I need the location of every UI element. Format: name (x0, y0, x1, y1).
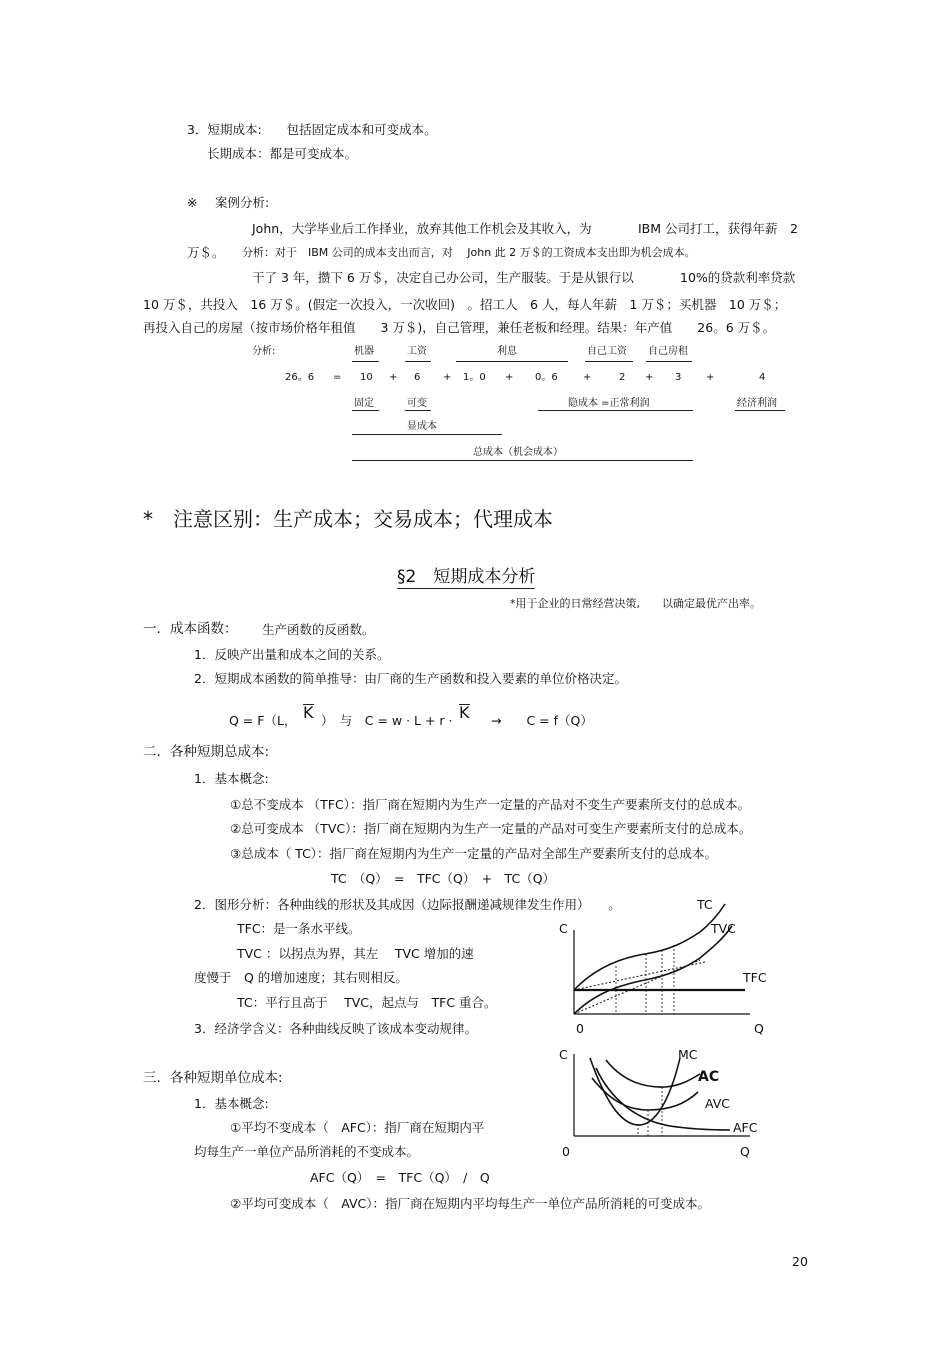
cost-function-item-2: 2．短期成本函数的简单推导：由厂商的生产函数和投入要素的单位价格决定。 (194, 671, 627, 686)
k-bar-1: K (303, 703, 314, 722)
cost-function-heading: 一．成本函数： (143, 621, 238, 637)
cost-function-item-1: 1．反映产出量和成本之间的关系。 (194, 647, 390, 662)
page-number: 20 (792, 1254, 808, 1269)
section-purpose: *用于企业的日常经营决策, 以确定最优产出率。 (510, 597, 761, 610)
distinguish-note: * 注意区别：生产成本；交易成本；代理成本 (143, 507, 553, 531)
unit-cost-heading: 三．各种短期单位成本: (143, 1070, 283, 1086)
plus-sign: + (505, 372, 514, 383)
total-cost-label: 总成本（机会成本） (473, 447, 563, 458)
tvc-shape-2: 度慢于 Q 的增加速度；其右则相反。 (194, 970, 408, 985)
tc-equation: TC （Q） = TFC（Q） + TC（Q） (331, 871, 556, 886)
col-own-wage: 自己工资 (587, 346, 627, 357)
chart1-tc-label: TC (697, 897, 713, 912)
short-run-cost-item: 3．短期成本: 包括固定成本和可变成本。 (187, 122, 437, 137)
val-econ-profit: 4 (759, 372, 766, 383)
analysis-label: 分析: (252, 346, 276, 357)
graph-analysis: 2．图形分析：各种曲线的形状及其成因（边际报酬递减规律发生作用） 。 (194, 897, 621, 912)
plus-sign: + (443, 372, 452, 383)
plus-sign: + (389, 372, 398, 383)
tc-curve (574, 904, 725, 990)
case-paragraph-2d: 再投入自己的房屋（按市场价格年租值 3 万＄)，自己管理，兼任老板和经理。结果：年产值 26。6 万＄。 (143, 320, 776, 335)
chart1-q-axis-label: Q (754, 1021, 764, 1036)
explicit-cost-label: 显成本 (407, 421, 437, 432)
plus-sign: + (706, 372, 715, 383)
case-paragraph-1b: IBM 公司打工，获得年薪 2 (638, 221, 798, 236)
val-own-wage: 2 (619, 372, 626, 383)
val-interest: 1。0 (463, 372, 486, 383)
k-bar-2: K (459, 703, 470, 722)
afc-equation: AFC（Q） = TFC（Q） / Q (310, 1170, 490, 1185)
basic-concepts-2: 1．基本概念: (194, 1096, 269, 1111)
col-interest: 利息 (497, 346, 517, 357)
val-implicit: 0。6 (535, 372, 558, 383)
formula-part-a: Q = F（L， (229, 713, 297, 728)
val-machine: 10 (360, 372, 373, 383)
tc-definition: ③总成本（ TC）：指厂商在短期内为生产一定量的产品对全部生产要素所支付的总成本。 (230, 846, 718, 861)
reference-mark: ※ (187, 195, 198, 210)
chart2-avc-label: AVC (705, 1096, 731, 1111)
ray-line (574, 960, 700, 1014)
chart1-c-axis-label: C (559, 921, 568, 936)
chart2-ac-label: AC (698, 1069, 720, 1085)
case-paragraph-2b: 10%的贷款利率贷款 (680, 270, 796, 285)
case-paragraph-2c: 10 万＄，共投入 16 万＄。(假定一次投入，一次收回) 。招工人 6 人，每人年薪 1 万＄；买机器 10 万＄； (143, 297, 787, 312)
avc-definition: ②平均可变成本（ AVC）：指厂商在短期内平均每生产一单位产品所消耗的可变成本。 (230, 1196, 710, 1211)
col-machine: 机器 (354, 346, 374, 357)
col-own-rent: 自己房租 (648, 346, 688, 357)
long-run-cost-item: 长期成本：都是可变成本。 (207, 146, 358, 161)
chart1-tvc-label: TVC (711, 921, 736, 936)
tfc-definition: ①总不变成本 （TFC）：指厂商在短期内为生产一定量的产品对不变生产要素所支付的总成本。 (230, 797, 750, 812)
case-paragraph-1c: 万＄。 (187, 245, 225, 260)
chart1-origin: 0 (576, 1021, 584, 1036)
tc-shape: TC：平行且高于 TVC，起点与 TFC 重合。 (237, 995, 497, 1010)
chart2-q-axis-label: Q (740, 1144, 750, 1159)
total-cost-chart (540, 890, 780, 1040)
implicit-cost-label: 隐成本 =正常利润 (568, 398, 650, 409)
case-paragraph-1a: John，大学毕业后工作择业，放弃其他工作机会及其收入，为 (252, 221, 592, 236)
cost-function-desc: 生产函数的反函数。 (262, 622, 375, 637)
tvc-shape-1: TVC ：以拐点为界，其左 TVC 增加的速 (237, 946, 474, 961)
tfc-shape: TFC：是一条水平线。 (237, 921, 361, 936)
total-cost-heading: 二．各种短期总成本: (143, 744, 270, 760)
plus-sign: + (645, 372, 654, 383)
formula-part-b: ） 与 C = w · L + r · (321, 713, 453, 728)
ray-line (574, 962, 705, 990)
chart2-origin: 0 (562, 1144, 570, 1159)
afc-definition-2: 均每生产一单位产品所消耗的不变成本。 (194, 1144, 420, 1159)
val-wages: 6 (414, 372, 421, 383)
chart2-c-axis-label: C (559, 1047, 568, 1062)
chart1-tfc-label: TFC (743, 970, 767, 985)
ac-curve (606, 1060, 700, 1087)
economic-meaning: 3．经济学含义：各种曲线反映了该成本变动规律。 (194, 1021, 477, 1036)
equals-sign: = (333, 372, 342, 383)
econ-profit-label: 经济利润 (737, 398, 777, 409)
total-value: 26。6 (285, 372, 315, 383)
tvc-definition: ②总可变成本 （TVC）：指厂商在短期内为生产一定量的产品对可变生产要素所支付的总成本。 (230, 821, 752, 836)
section-title: §2 短期成本分析 (397, 567, 535, 589)
plus-sign: + (583, 372, 592, 383)
chart2-afc-label: AFC (733, 1120, 758, 1135)
variable-label: 可变 (407, 398, 427, 409)
formula-part-c: → C = f（Q） (491, 713, 593, 728)
col-wages: 工资 (407, 346, 427, 357)
fixed-label: 固定 (354, 398, 374, 409)
case-paragraph-2a: 干了 3 年，攒下 6 万＄，决定自己办公司，生产服装。于是从银行以 (252, 270, 634, 285)
basic-concepts-1: 1．基本概念: (194, 771, 269, 786)
afc-definition-1: ①平均不变成本（ AFC）：指厂商在短期内平 (230, 1120, 485, 1135)
val-own-rent: 3 (675, 372, 682, 383)
case-header: 案例分析: (215, 195, 270, 210)
case-note: 分析：对于 IBM 公司的成本支出而言，对 John 此 2 万＄的工资成本支出即为机会成本。 (242, 246, 696, 259)
chart2-mc-label: MC (678, 1047, 698, 1062)
